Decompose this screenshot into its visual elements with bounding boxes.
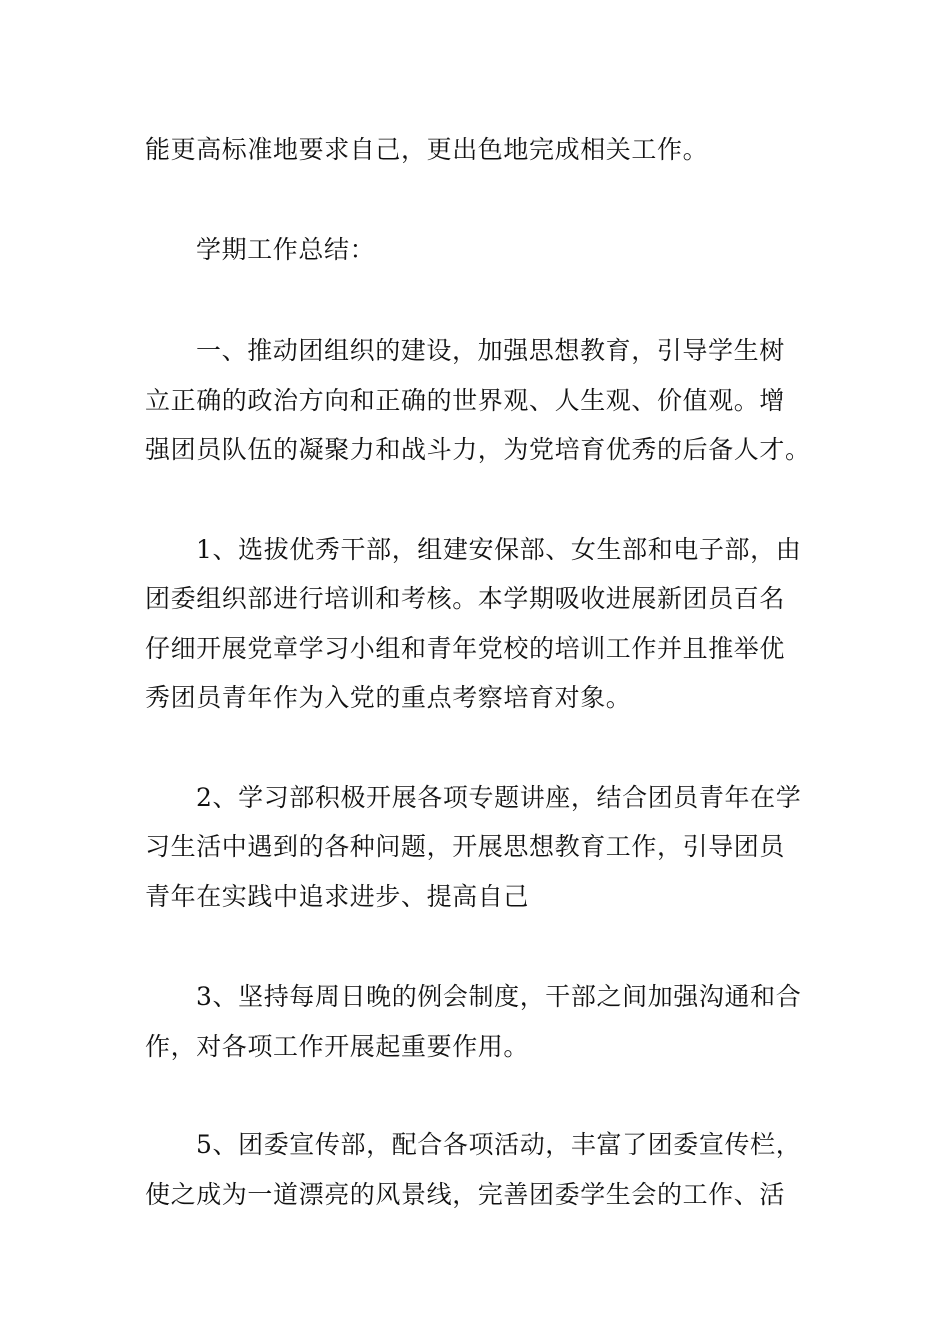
body-text-line: 立正确的政治方向和正确的世界观、人生观、价值观。增 bbox=[145, 386, 786, 415]
body-text-line: 强团员队伍的凝聚力和战斗力，为党培育优秀的后备人才。 bbox=[145, 435, 811, 464]
body-text-line: 一、推动团组织的建设，加强思想教育，引导学生树 bbox=[196, 336, 785, 365]
body-text-line: 使之成为一道漂亮的风景线，完善团委学生会的工作、活 bbox=[145, 1180, 786, 1209]
body-text-line: 习生活中遇到的各种问题，开展思想教育工作，引导团员 bbox=[145, 832, 786, 861]
body-text-line: 5、团委宣传部，配合各项活动，丰富了团委宣传栏， bbox=[196, 1130, 802, 1159]
section-heading: 学期工作总结： bbox=[196, 235, 376, 264]
body-text-line: 1、选拔优秀干部，组建安保部、女生部和电子部，由 bbox=[196, 535, 802, 564]
body-text-line: 能更高标准地要求自己，更出色地完成相关工作。 bbox=[145, 135, 709, 164]
body-text-line: 2、学习部积极开展各项专题讲座，结合团员青年在学 bbox=[196, 783, 802, 812]
body-text-line: 秀团员青年作为入党的重点考察培育对象。 bbox=[145, 683, 632, 712]
body-text-line: 青年在实践中追求进步、提高自己 bbox=[145, 882, 530, 911]
body-text-line: 仔细开展党章学习小组和青年党校的培训工作并且推举优 bbox=[145, 634, 786, 663]
body-text-line: 作，对各项工作开展起重要作用。 bbox=[145, 1032, 530, 1061]
body-text-line: 团委组织部进行培训和考核。本学期吸收进展新团员百名 bbox=[145, 584, 786, 613]
body-text-line: 3、坚持每周日晚的例会制度，干部之间加强沟通和合 bbox=[196, 982, 802, 1011]
